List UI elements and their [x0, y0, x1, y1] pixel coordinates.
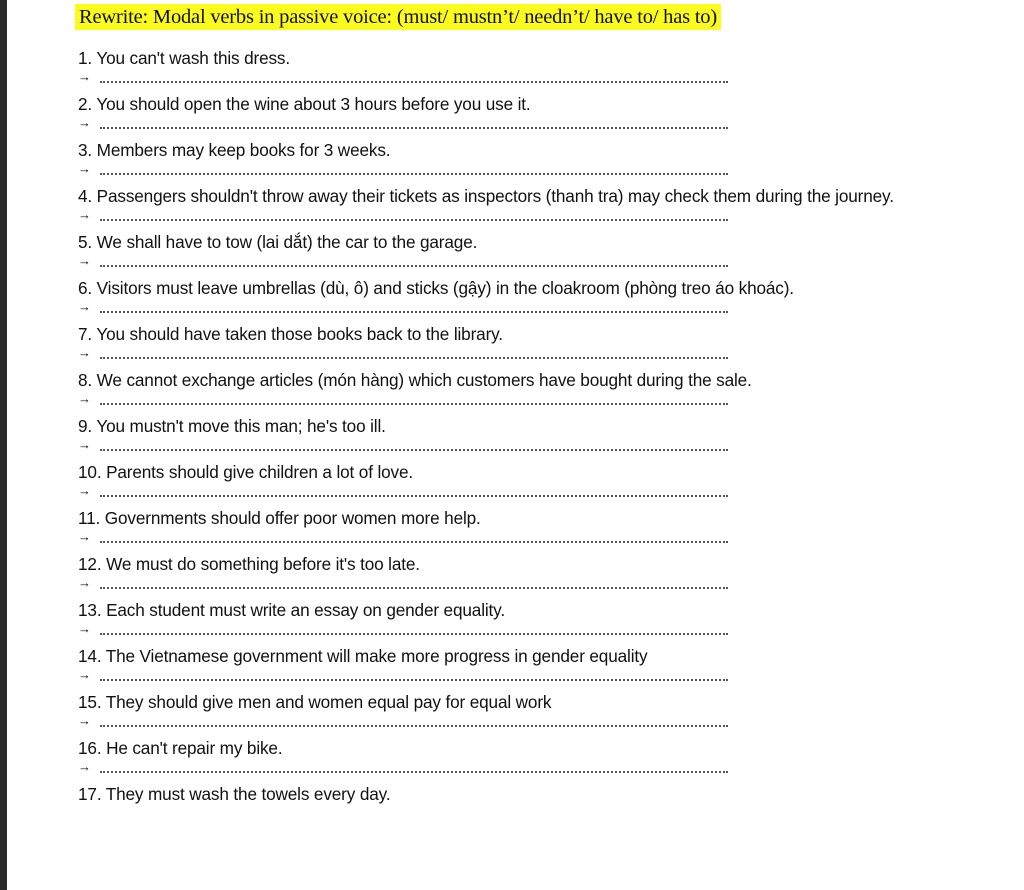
answer-line[interactable]: [78, 69, 728, 93]
exercise-sentence: 14. The Vietnamese government will make more progress in gender equality: [78, 646, 648, 666]
answer-line[interactable]: [78, 161, 728, 185]
arrow-icon: →: [78, 115, 91, 130]
exercise-list: [78, 47, 978, 805]
dotted-answer-blank: [100, 449, 728, 451]
exercise-sentence: 5. We shall have to tow (lai dắt) the car to the garage.: [78, 232, 478, 252]
answer-line[interactable]: [78, 713, 728, 737]
exercise-sentence: 17. They must wash the towels every day.: [78, 784, 391, 804]
left-edge-border: [0, 0, 7, 890]
exercise-sentence: 16. He can't repair my bike.: [78, 738, 283, 758]
arrow-icon: →: [78, 575, 91, 590]
exercise-sentence: 15. They should give men and women equal pay for equal work: [78, 692, 552, 712]
exercise-sentence: 13. Each student must write an essay on gender equality.: [78, 600, 505, 620]
exercise-item: [78, 185, 978, 231]
exercise-sentence: 2. You should open the wine about 3 hours before you use it.: [78, 94, 531, 114]
exercise-sentence: 10. Parents should give children a lot of love.: [78, 462, 413, 482]
answer-line[interactable]: [78, 391, 728, 415]
dotted-answer-blank: [100, 587, 728, 589]
answer-line[interactable]: [78, 759, 728, 783]
answer-line[interactable]: [78, 253, 728, 277]
arrow-icon: →: [78, 483, 91, 498]
dotted-answer-blank: [100, 81, 728, 83]
arrow-icon: →: [78, 437, 91, 452]
worksheet-title: Rewrite: Modal verbs in passive voice: (must/ mustn’t/ needn’t/ have to/ has to): [75, 4, 721, 30]
arrow-icon: →: [78, 345, 91, 360]
answer-line[interactable]: [78, 529, 728, 553]
exercise-item: [78, 415, 978, 461]
arrow-icon: →: [78, 713, 91, 728]
exercise-item: [78, 369, 978, 415]
dotted-answer-blank: [100, 403, 728, 405]
exercise-sentence: 7. You should have taken those books back to the library.: [78, 324, 503, 344]
arrow-icon: →: [78, 69, 91, 84]
arrow-icon: →: [78, 253, 91, 268]
dotted-answer-blank: [100, 541, 728, 543]
dotted-answer-blank: [100, 173, 728, 175]
exercise-item: [78, 231, 978, 277]
answer-line[interactable]: [78, 115, 728, 139]
exercise-item: [78, 783, 978, 805]
arrow-icon: →: [78, 161, 91, 176]
dotted-answer-blank: [100, 495, 728, 497]
dotted-answer-blank: [100, 311, 728, 313]
exercise-sentence: 9. You mustn't move this man; he's too ill.: [78, 416, 386, 436]
exercise-item: [78, 461, 978, 507]
exercise-item: [78, 47, 978, 93]
exercise-item: [78, 599, 978, 645]
answer-line[interactable]: [78, 621, 728, 645]
exercise-sentence: 4. Passengers shouldn't throw away their tickets as inspectors (thanh tra) may check them during the journey.: [78, 186, 894, 206]
dotted-answer-blank: [100, 357, 728, 359]
exercise-item: [78, 507, 978, 553]
exercise-sentence: 12. We must do something before it's too late.: [78, 554, 420, 574]
exercise-item: [78, 553, 978, 599]
exercise-item: [78, 691, 978, 737]
dotted-answer-blank: [100, 219, 728, 221]
exercise-item: [78, 93, 978, 139]
answer-line[interactable]: [78, 207, 728, 231]
exercise-item: [78, 323, 978, 369]
exercise-sentence: 1. You can't wash this dress.: [78, 48, 290, 68]
dotted-answer-blank: [100, 633, 728, 635]
dotted-answer-blank: [100, 265, 728, 267]
answer-line[interactable]: [78, 667, 728, 691]
exercise-sentence: 6. Visitors must leave umbrellas (dù, ô) and sticks (gậy) in the cloakroom (phòng treo áo khoác).: [78, 278, 794, 298]
exercise-item: [78, 277, 978, 323]
exercise-item: [78, 645, 978, 691]
arrow-icon: →: [78, 621, 91, 636]
dotted-answer-blank: [100, 725, 728, 727]
answer-line[interactable]: [78, 345, 728, 369]
answer-line[interactable]: [78, 575, 728, 599]
arrow-icon: →: [78, 759, 91, 774]
dotted-answer-blank: [100, 679, 728, 681]
exercise-sentence: 3. Members may keep books for 3 weeks.: [78, 140, 391, 160]
answer-line[interactable]: [78, 299, 728, 323]
exercise-item: [78, 139, 978, 185]
arrow-icon: →: [78, 299, 91, 314]
arrow-icon: →: [78, 207, 91, 222]
arrow-icon: →: [78, 667, 91, 682]
arrow-icon: →: [78, 529, 91, 544]
answer-line[interactable]: [78, 437, 728, 461]
exercise-sentence: 8. We cannot exchange articles (món hàng) which customers have bought during the sale.: [78, 370, 752, 390]
dotted-answer-blank: [100, 127, 728, 129]
exercise-item: [78, 737, 978, 783]
exercise-sentence: 11. Governments should offer poor women more help.: [78, 508, 481, 528]
dotted-answer-blank: [100, 771, 728, 773]
arrow-icon: →: [78, 391, 91, 406]
answer-line[interactable]: [78, 483, 728, 507]
